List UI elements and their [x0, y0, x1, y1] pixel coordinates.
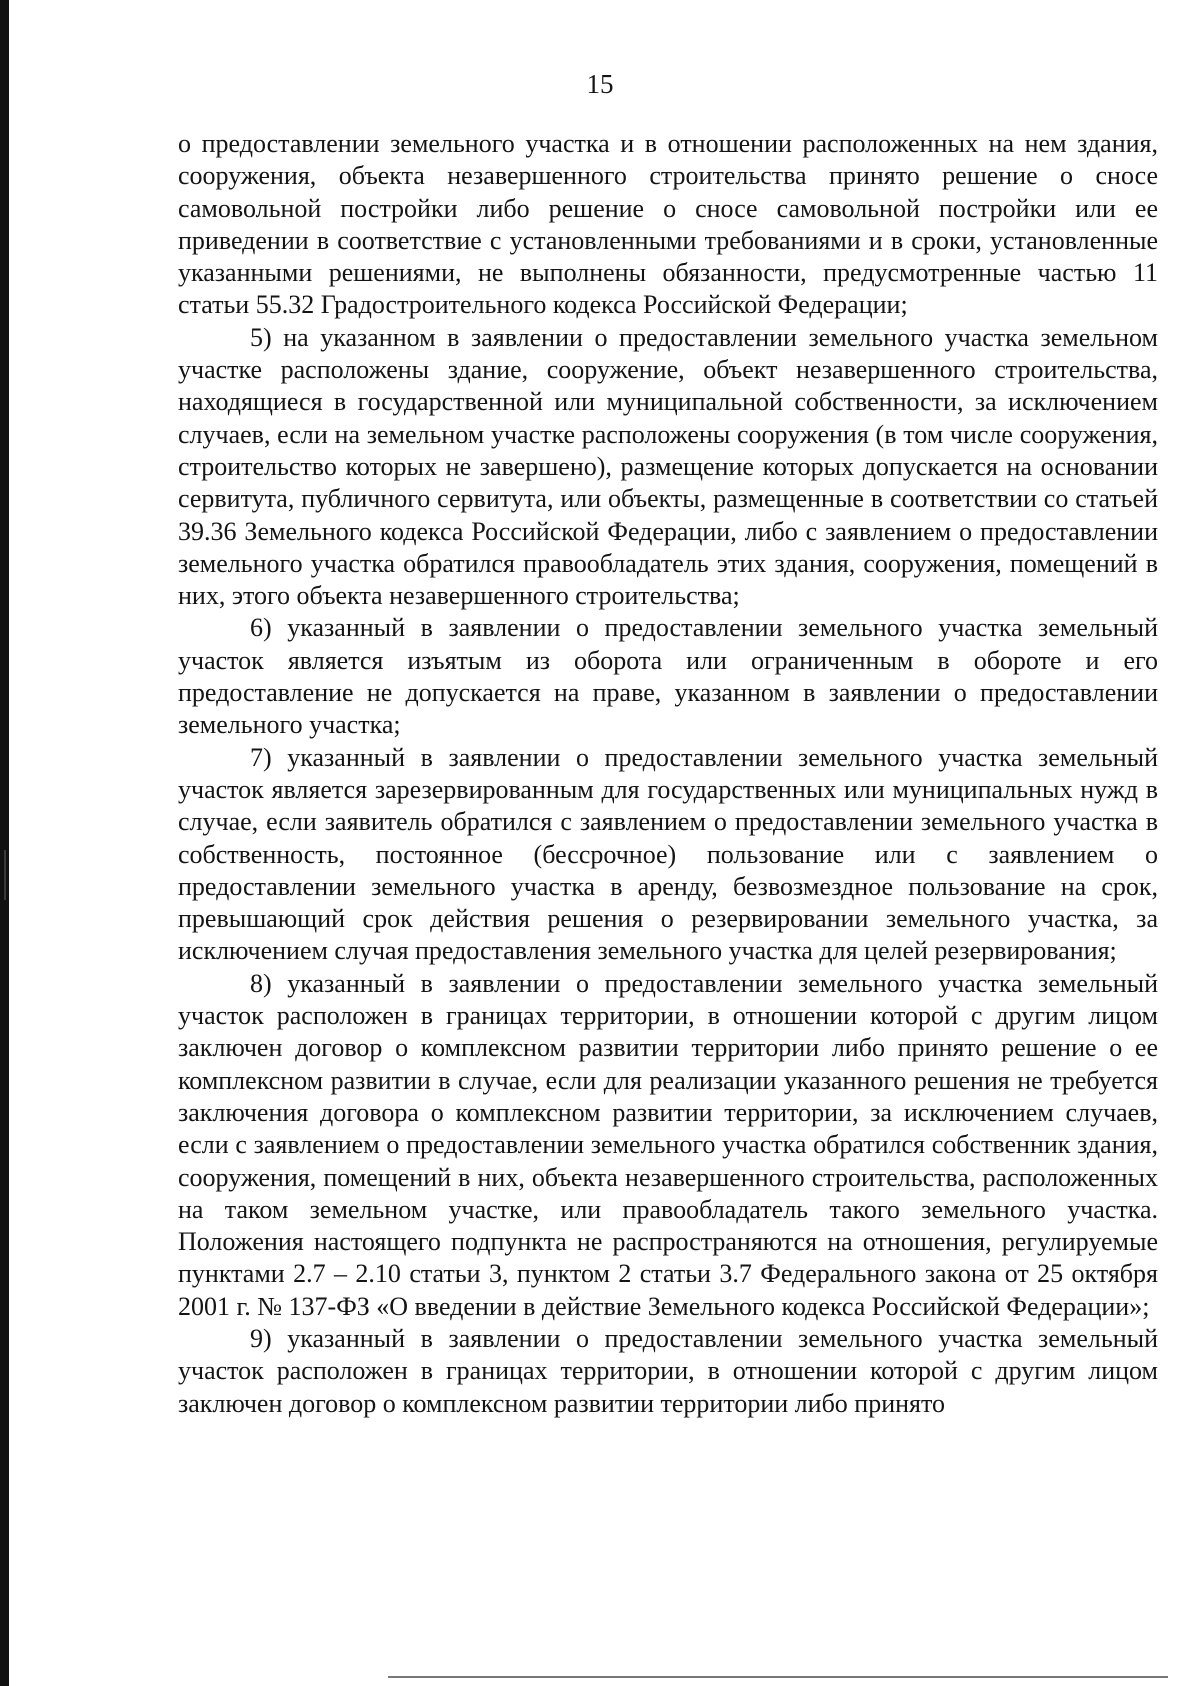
page-number: 15: [586, 69, 614, 99]
paragraph-continuation: о предоставлении земельного участка и в отношении расположенных на нем здания, сооружения, объекта незавершенного строительства принято решение о сносе самовольной постройки либо решение о сносе самовольной постройки или ее приведении в соответствие с установленными требованиями и в сроки, установленные указанными решениями, не выполнены обязанности, предусмотренные частью 11 статьи 55.32 Градостроительного кодекса Российской Федерации;: [178, 129, 1158, 320]
document-body: [178, 128, 1158, 1420]
bottom-divider: [388, 1676, 1168, 1678]
scan-edge-shadow: [0, 0, 9, 1686]
scan-margin-mark: [4, 850, 6, 900]
paragraph-item-8: 8) указанный в заявлении о предоставлении земельного участка земельный участок расположен в границах территории, в отношении которой с другим лицом заключен договор о комплексном развитии территории либо принято решение о ее комплексном развитии в случае, если для реализации указанного решения не требуется заключения договора о комплексном развитии территории, за исключением случаев, если с заявлением о предоставлении земельного участка обратился собственник здания, сооружения, помещений в них, объекта незавершенного строительства, расположенных на таком земельном участке, или правообладатель такого земельного участка. Положения настоящего подпункта не распространяются на отношения, регулируемые пунктами 2.7 – 2.10 статьи 3, пунктом 2 статьи 3.7 Федерального закона от 25 октября 2001 г. № 137-ФЗ «О введении в действие Земельного кодекса Российской Федерации»;: [178, 968, 1158, 1321]
paragraph-item-6: 6) указанный в заявлении о предоставлении земельного участка земельный участок является изъятым из оборота или ограниченным в обороте и его предоставление не допускается на праве, указанном в заявлении о предоставлении земельного участка;: [178, 613, 1158, 740]
paragraph-item-5: 5) на указанном в заявлении о предоставлении земельного участка земельном участке расположены здание, сооружение, объект незавершенного строительства, находящиеся в государственной или муниципальной собственности, за исключением случаев, если на земельном участке расположены сооружения (в том числе сооружения, строительство которых не завершено), размещение которых допускается на основании сервитута, публичного сервитута, или объекты, размещенные в соответствии со статьей 39.36 Земельного кодекса Российской Федерации, либо с заявлением о предоставлении земельного участка обратился правообладатель этих здания, сооружения, помещений в них, этого объекта незавершенного строительства;: [178, 322, 1158, 611]
paragraph-item-7: 7) указанный в заявлении о предоставлении земельного участка земельный участок является зарезервированным для государственных или муниципальных нужд в случае, если заявитель обратился с заявлением о предоставлении земельного участка в собственность, постоянное (бессрочное) пользование или с заявлением о предоставлении земельного участка в аренду, безвозмездное пользование на срок, превышающий срок действия решения о резервировании земельного участка, за исключением случая предоставления земельного участка для целей резервирования;: [178, 742, 1158, 966]
paragraph-item-9: 9) указанный в заявлении о предоставлении земельного участка земельный участок расположен в границах территории, в отношении которой с другим лицом заключен договор о комплексном развитии территории либо принято: [178, 1323, 1158, 1418]
